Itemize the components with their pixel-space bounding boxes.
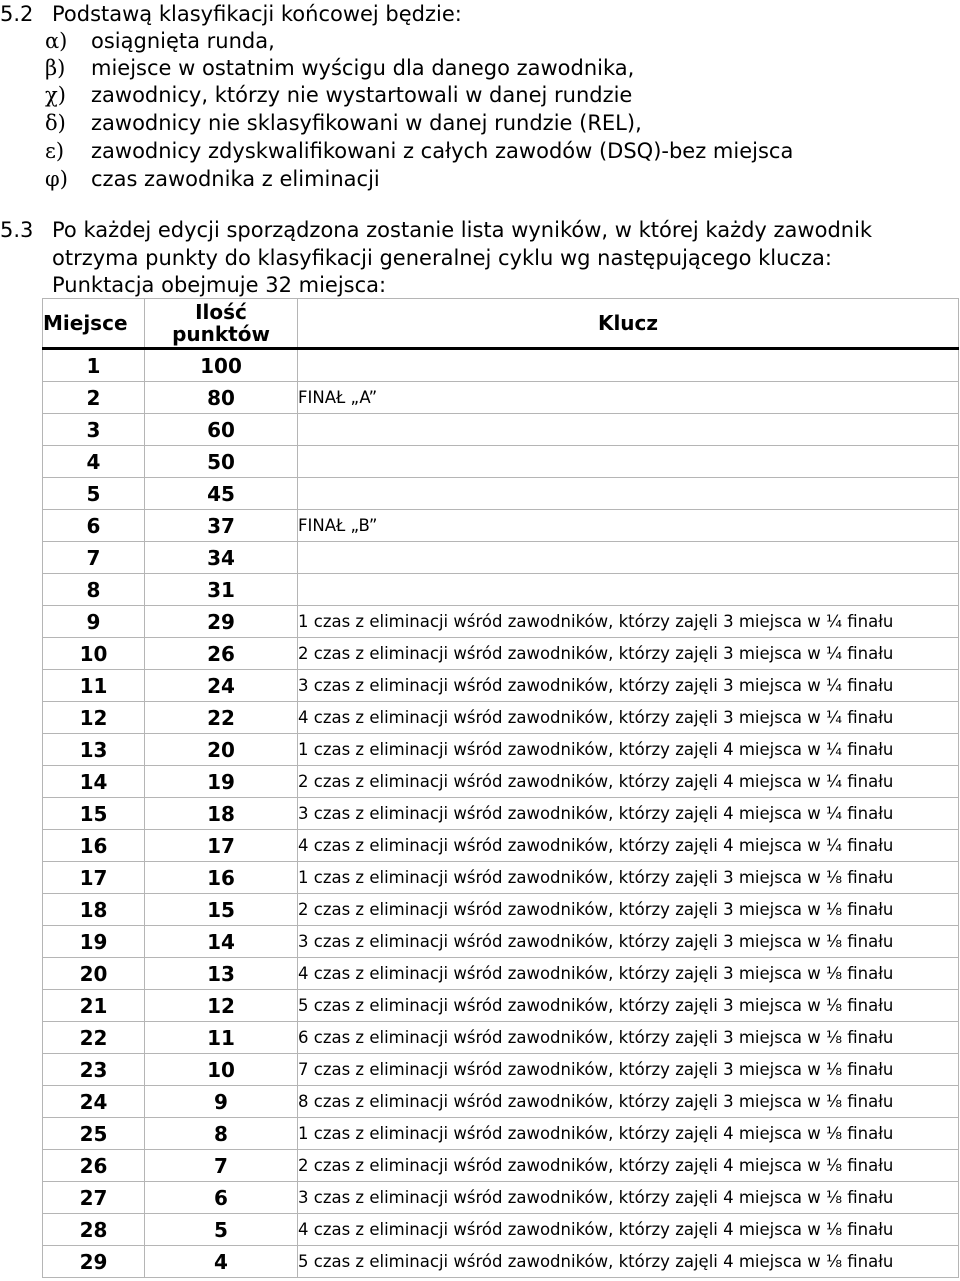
cell-place: 4 — [43, 446, 145, 478]
cell-points: 5 — [145, 1214, 298, 1246]
table-row — [43, 1182, 959, 1214]
cell-points: 26 — [145, 638, 298, 670]
cell-key: 3 czas z eliminacji wśród zawodników, którzy zajęli 3 miejsca w ¼ finału — [298, 670, 959, 702]
cell-key: 2 czas z eliminacji wśród zawodników, którzy zajęli 4 miejsca w ⅛ finału — [298, 1150, 959, 1182]
cell-points: 80 — [145, 382, 298, 414]
cell-place: 26 — [43, 1150, 145, 1182]
cell-place: 7 — [43, 542, 145, 574]
section-5-3-line-1: Po każdej edycji sporządzona zostanie lista wyników, w której każdy zawodnik — [52, 218, 873, 242]
list-item-text: zawodnicy, którzy nie wystartowali w danej rundzie — [91, 83, 633, 107]
cell-place: 22 — [43, 1022, 145, 1054]
cell-key: 6 czas z eliminacji wśród zawodników, którzy zajęli 3 miejsca w ⅛ finału — [298, 1022, 959, 1054]
list-item-text: czas zawodnika z eliminacji — [91, 167, 380, 191]
cell-points: 11 — [145, 1022, 298, 1054]
cell-points: 34 — [145, 542, 298, 574]
table-body — [43, 349, 959, 1278]
cell-points: 8 — [145, 1118, 298, 1150]
cell-points: 24 — [145, 670, 298, 702]
cell-points: 14 — [145, 926, 298, 958]
cell-place: 15 — [43, 798, 145, 830]
cell-key-empty — [298, 542, 959, 574]
table-row — [43, 414, 959, 446]
table-row — [43, 542, 959, 574]
cell-place: 20 — [43, 958, 145, 990]
list-item — [45, 81, 632, 109]
cell-place: 19 — [43, 926, 145, 958]
cell-key: 2 czas z eliminacji wśród zawodników, którzy zajęli 3 miejsca w ¼ finału — [298, 638, 959, 670]
table-row — [43, 734, 959, 766]
cell-place: 23 — [43, 1054, 145, 1086]
cell-points: 31 — [145, 574, 298, 606]
cell-points: 12 — [145, 990, 298, 1022]
table-row — [43, 862, 959, 894]
cell-place: 27 — [43, 1182, 145, 1214]
cell-points: 10 — [145, 1054, 298, 1086]
section-5-3-number: 5.3 — [0, 218, 34, 242]
list-item — [45, 137, 793, 165]
cell-points: 18 — [145, 798, 298, 830]
header-ilosc-punktow — [145, 299, 298, 349]
table-row — [43, 1214, 959, 1246]
cell-place: 16 — [43, 830, 145, 862]
cell-key: 1 czas z eliminacji wśród zawodników, którzy zajęli 4 miejsca w ⅛ finału — [298, 1118, 959, 1150]
table-row — [43, 1150, 959, 1182]
cell-points: 9 — [145, 1086, 298, 1118]
cell-points: 60 — [145, 414, 298, 446]
list-item — [45, 27, 275, 55]
list-marker: δ) — [45, 111, 66, 135]
table-row — [43, 990, 959, 1022]
cell-place: 3 — [43, 414, 145, 446]
list-marker: α) — [45, 29, 68, 53]
cell-place: 18 — [43, 894, 145, 926]
cell-place: 6 — [43, 510, 145, 542]
cell-key: 3 czas z eliminacji wśród zawodników, którzy zajęli 4 miejsca w ⅛ finału — [298, 1182, 959, 1214]
table-row — [43, 382, 959, 414]
cell-points: 15 — [145, 894, 298, 926]
cell-place: 29 — [43, 1246, 145, 1278]
cell-place: 25 — [43, 1118, 145, 1150]
cell-place: 21 — [43, 990, 145, 1022]
table-header-row — [43, 299, 959, 349]
cell-points: 50 — [145, 446, 298, 478]
table-row — [43, 798, 959, 830]
table-row — [43, 926, 959, 958]
cell-key: 2 czas z eliminacji wśród zawodników, którzy zajęli 3 miejsca w ⅛ finału — [298, 894, 959, 926]
cell-place: 24 — [43, 1086, 145, 1118]
cell-final-b: FINAŁ „B” — [298, 510, 959, 542]
cell-key: 4 czas z eliminacji wśród zawodników, którzy zajęli 4 miejsca w ¼ finału — [298, 830, 959, 862]
cell-points: 29 — [145, 606, 298, 638]
cell-key-empty — [298, 574, 959, 606]
table-row — [43, 349, 959, 382]
cell-key: 1 czas z eliminacji wśród zawodników, którzy zajęli 3 miejsca w ⅛ finału — [298, 862, 959, 894]
header-miejsce: Miejsce — [43, 299, 145, 349]
list-item — [45, 165, 380, 193]
cell-points: 22 — [145, 702, 298, 734]
cell-key: 8 czas z eliminacji wśród zawodników, którzy zajęli 3 miejsca w ⅛ finału — [298, 1086, 959, 1118]
list-marker: φ) — [45, 167, 68, 191]
cell-place: 1 — [43, 349, 145, 382]
section-5-3-line-2: otrzyma punkty do klasyfikacji generalnej cyklu wg następującego klucza: — [52, 246, 832, 270]
cell-place: 17 — [43, 862, 145, 894]
table-row — [43, 606, 959, 638]
table-row — [43, 1246, 959, 1278]
cell-key: 2 czas z eliminacji wśród zawodników, którzy zajęli 4 miejsca w ¼ finału — [298, 766, 959, 798]
table-row — [43, 702, 959, 734]
cell-key: 1 czas z eliminacji wśród zawodników, którzy zajęli 4 miejsca w ¼ finału — [298, 734, 959, 766]
list-item-text: osiągnięta runda, — [91, 29, 275, 53]
cell-key: 3 czas z eliminacji wśród zawodników, którzy zajęli 4 miejsca w ¼ finału — [298, 798, 959, 830]
table-row — [43, 830, 959, 862]
cell-place: 5 — [43, 478, 145, 510]
cell-key-empty — [298, 414, 959, 446]
cell-key: 4 czas z eliminacji wśród zawodników, którzy zajęli 3 miejsca w ¼ finału — [298, 702, 959, 734]
cell-key: 3 czas z eliminacji wśród zawodników, którzy zajęli 3 miejsca w ⅛ finału — [298, 926, 959, 958]
cell-points: 45 — [145, 478, 298, 510]
cell-place: 2 — [43, 382, 145, 414]
cell-place: 14 — [43, 766, 145, 798]
table-row — [43, 958, 959, 990]
cell-key-empty — [298, 478, 959, 510]
cell-key-empty — [298, 446, 959, 478]
cell-key: 5 czas z eliminacji wśród zawodników, którzy zajęli 4 miejsca w ⅛ finału — [298, 1246, 959, 1278]
list-marker: χ) — [45, 83, 66, 107]
cell-place: 11 — [43, 670, 145, 702]
cell-place: 12 — [43, 702, 145, 734]
header-ilosc-line-1: Ilość — [195, 300, 247, 324]
table-row — [43, 894, 959, 926]
cell-points: 19 — [145, 766, 298, 798]
table-row — [43, 1022, 959, 1054]
list-marker: β) — [45, 56, 66, 80]
cell-place: 10 — [43, 638, 145, 670]
cell-points: 37 — [145, 510, 298, 542]
cell-key: 4 czas z eliminacji wśród zawodników, którzy zajęli 4 miejsca w ⅛ finału — [298, 1214, 959, 1246]
header-klucz: Klucz — [298, 299, 959, 349]
cell-points: 17 — [145, 830, 298, 862]
cell-points: 7 — [145, 1150, 298, 1182]
section-5-2-heading: Podstawą klasyfikacji końcowej będzie: — [52, 2, 462, 26]
list-marker: ε) — [45, 139, 65, 163]
cell-key-empty — [298, 349, 959, 382]
list-item-text: zawodnicy nie sklasyfikowani w danej rundzie (REL), — [91, 111, 642, 135]
points-table — [42, 298, 959, 1278]
header-ilosc-line-2: punktów — [172, 322, 270, 346]
table-row — [43, 478, 959, 510]
section-5-3-line-3: Punktacja obejmuje 32 miejsca: — [52, 273, 387, 297]
table-row — [43, 1086, 959, 1118]
cell-points: 20 — [145, 734, 298, 766]
table-row — [43, 574, 959, 606]
section-5-2-number: 5.2 — [0, 2, 34, 26]
table-row — [43, 446, 959, 478]
cell-key: 5 czas z eliminacji wśród zawodników, którzy zajęli 3 miejsca w ⅛ finału — [298, 990, 959, 1022]
cell-points: 13 — [145, 958, 298, 990]
cell-points: 4 — [145, 1246, 298, 1278]
table-row — [43, 670, 959, 702]
list-item-text: zawodnicy zdyskwalifikowani z całych zawodów (DSQ)-bez miejsca — [91, 139, 794, 163]
cell-points: 6 — [145, 1182, 298, 1214]
cell-final-a: FINAŁ „A” — [298, 382, 959, 414]
list-item — [45, 109, 642, 137]
cell-points: 16 — [145, 862, 298, 894]
list-item — [45, 54, 634, 82]
cell-place: 9 — [43, 606, 145, 638]
table-row — [43, 766, 959, 798]
list-item-text: miejsce w ostatnim wyścigu dla danego zawodnika, — [91, 56, 635, 80]
table-row — [43, 510, 959, 542]
cell-key: 7 czas z eliminacji wśród zawodników, którzy zajęli 3 miejsca w ⅛ finału — [298, 1054, 959, 1086]
table-row — [43, 1054, 959, 1086]
cell-place: 8 — [43, 574, 145, 606]
cell-place: 13 — [43, 734, 145, 766]
cell-points: 100 — [145, 349, 298, 382]
cell-key: 4 czas z eliminacji wśród zawodników, którzy zajęli 3 miejsca w ⅛ finału — [298, 958, 959, 990]
cell-key: 1 czas z eliminacji wśród zawodników, którzy zajęli 3 miejsca w ¼ finału — [298, 606, 959, 638]
table-row — [43, 1118, 959, 1150]
table-row — [43, 638, 959, 670]
cell-place: 28 — [43, 1214, 145, 1246]
